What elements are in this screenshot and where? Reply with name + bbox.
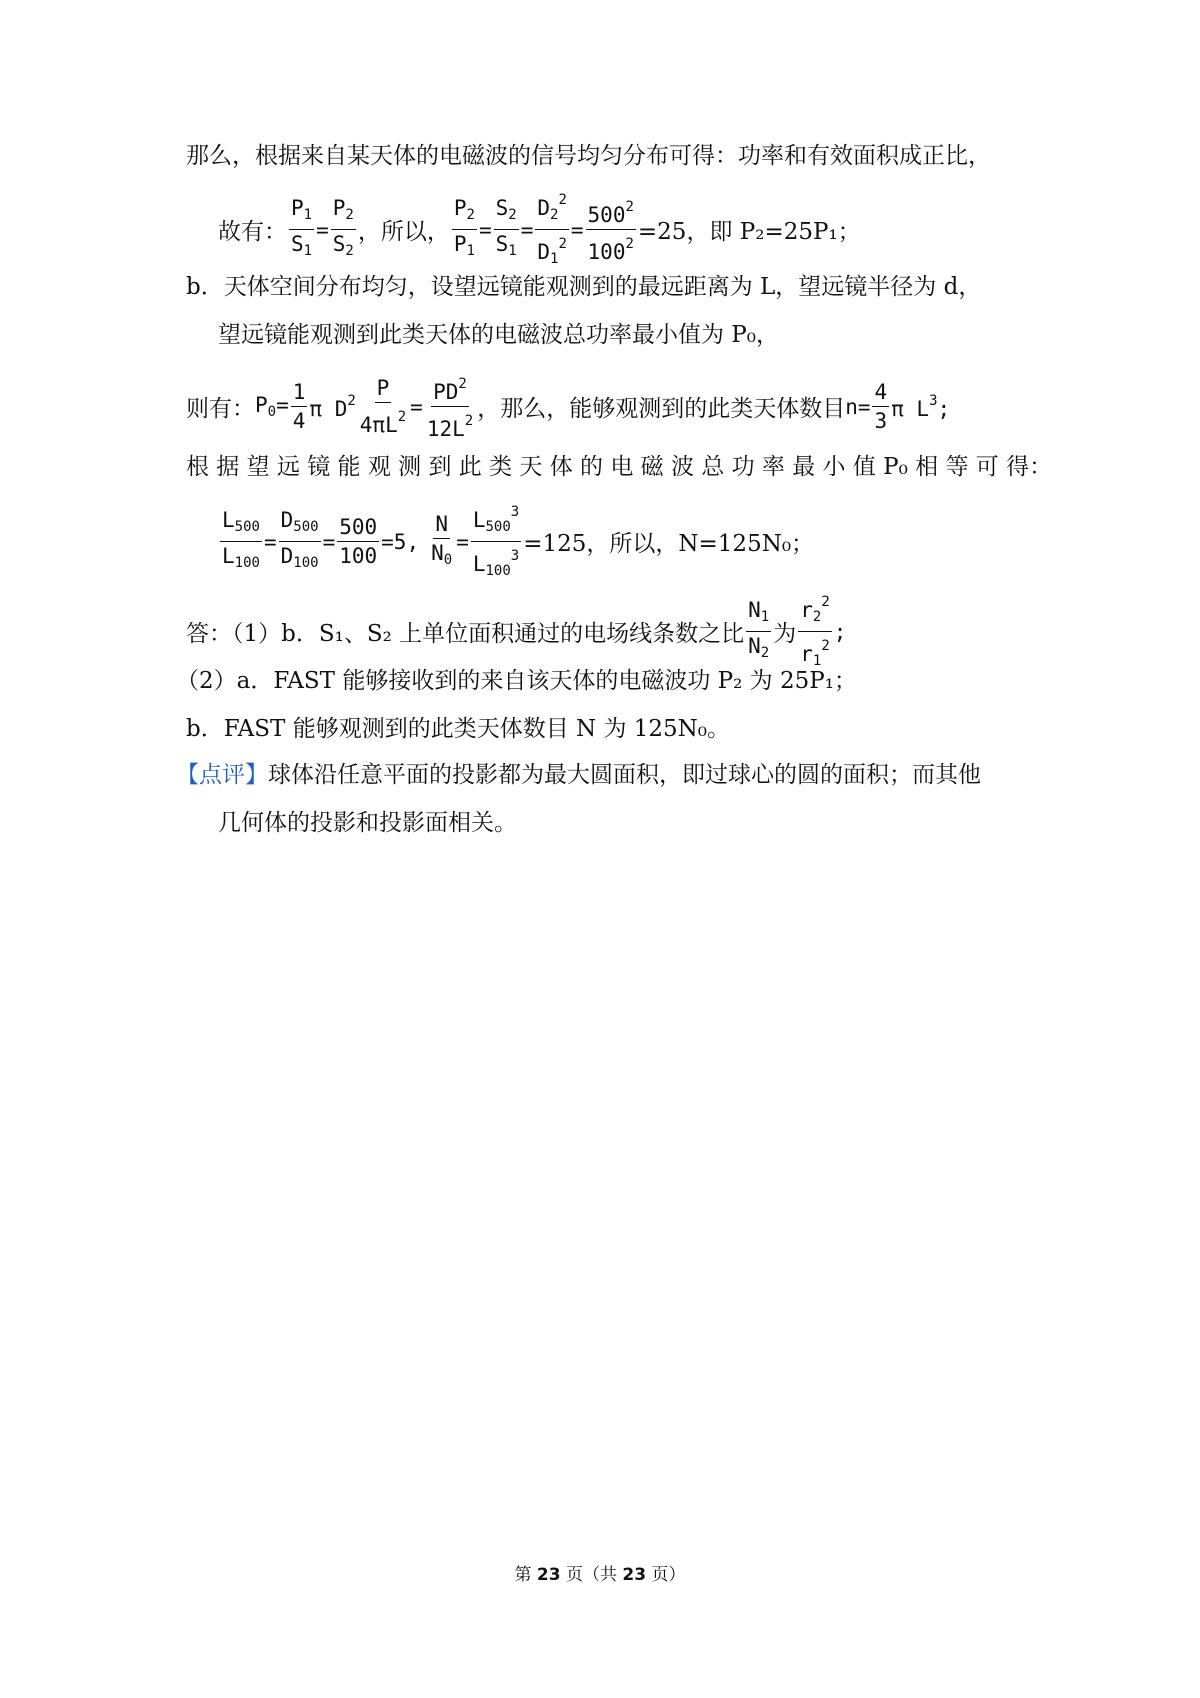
footer-pre: 第	[514, 1565, 532, 1585]
label-wei: 为	[773, 621, 797, 647]
fraction-four-thirds: $\frac{4}{3}$	[874, 380, 888, 433]
fraction-one-quarter: $\frac{1}{4}$	[292, 380, 306, 433]
fraction-s2-s1: $\frac{S_2}{S_1}$	[495, 196, 517, 259]
fraction-p2-p1: $\frac{P_2}{P_1}$	[453, 196, 475, 259]
fraction-500-100: $\frac{500}{100}$	[339, 515, 378, 568]
fraction-pd2-12l2: $\frac{PD^2}{12L^2}$	[425, 372, 475, 441]
fraction-500sq-100sq: $\frac{500^2}{100^2}$	[586, 195, 636, 264]
comment-tag: 【点评】	[176, 762, 268, 788]
label-gu-you: 故有：	[218, 219, 287, 245]
text-line-min-power: 望远镜能观测到此类天体的电磁波总功率最小值为 P₀，	[218, 322, 780, 348]
comment-line-2: 几何体的投影和投影面相关。	[218, 810, 517, 836]
formula-line-power-ratio: 故有： $\frac{P_1}{S_1}$ = $\frac{P_2}{S_2}$ ，所以， $\frac{P_2}{P_1}$ = $\frac{S_2}{S_1}$ = $\frac{D_2^2}{D_1^2}$ = $\frac{500^2}{100^2}$ =25，即 P₂=25P₁；	[218, 188, 861, 271]
fraction-p-4pil2: $\frac{P}{4\pi L^2}$	[359, 376, 407, 437]
fraction-n-n0: $\frac{N}{N_0}$	[431, 511, 453, 568]
label-na-me: ，那么，能够观测到的此类天体数目	[477, 396, 846, 422]
comment-line	[176, 758, 981, 792]
fraction-n1-n2: $\frac{N_1}{N_2}$	[748, 598, 770, 661]
fraction-l500-l100: $\frac{L_{500}}{L_{100}}$	[222, 508, 260, 571]
label-ze-you: 则有：	[186, 396, 255, 422]
result-p2-25p1: =25，即 P₂=25P₁；	[637, 219, 861, 245]
answer-line-1: 答：（1）b．S₁、S₂ 上单位面积通过的电场线条数之比 $\frac{N_1}{N_2}$ 为 $\frac{r_2^2}{r_1^2}$ ;	[186, 590, 846, 673]
comment-text: 球体沿任意平面的投影都为最大圆面积，即过球心的圆的面积；而其他	[268, 762, 981, 788]
fraction-d500-d100: $\frac{D_{500}}{D_{100}}$	[280, 508, 319, 571]
text-line-1: 那么，根据来自某天体的电磁波的信号均匀分布可得：功率和有效面积成正比，	[186, 143, 991, 169]
label-suo-yi: ，所以，	[357, 219, 450, 245]
page-footer	[0, 1560, 1200, 1585]
fraction-l500cube-l100cube: $\frac{L_{500}^3}{L_{100}^3}$	[471, 500, 521, 583]
formula-line-p0: 则有： $P_0=$ $\frac{1}{4}$ π $D^2$ $\frac{P}{4\pi L^2}$ = $\frac{PD^2}{12L^2}$ ，那么，能够观测到的此类天体数目 n= $\frac{4}{3}$ π $L^3$;	[186, 372, 950, 441]
formula-line-l-ratio: $\frac{L_{500}}{L_{100}}$ = $\frac{D_{500}}{D_{100}}$ = $\frac{500}{100}$ =5, $\frac{N}{N_0}$ = $\frac{L_{500}^3}{L_{100}^3}$ =125，所以，N=125N₀；	[218, 500, 814, 583]
text-line-equal-min-power: 根 据 望 远 镜 能 观 测 到 此 类 天 体 的 电 磁 波 总 功 率 最 小 值 P₀ 相 等 可 得：	[186, 454, 1053, 480]
page-total: 23	[622, 1565, 647, 1585]
answer-line-2a: （2）a．FAST 能够接收到的来自该天体的电磁波功 P₂ 为 25P₁；	[176, 668, 857, 694]
fraction-d2sq-d1sq: $\frac{D_2^2}{D_1^2}$	[535, 188, 569, 271]
footer-post: 页）	[651, 1565, 686, 1585]
page-number: 23	[536, 1565, 561, 1585]
footer-mid: 页（共	[566, 1565, 617, 1585]
fraction-p2-s2: $\frac{P_2}{S_2}$	[332, 196, 354, 259]
result-n-125n0: =125，所以，N=125N₀；	[523, 531, 815, 557]
fraction-p1-s1: $\frac{P_1}{S_1}$	[291, 196, 313, 259]
fraction-r2sq-r1sq: $\frac{r_2^2}{r_1^2}$	[798, 590, 832, 673]
answer-1-text: 答：（1）b．S₁、S₂ 上单位面积通过的电场线条数之比	[186, 621, 745, 647]
answer-line-2b: b．FAST 能够观测到的此类天体数目 N 为 125N₀。	[186, 716, 731, 742]
text-line-b-distribution: b．天体空间分布均匀，设望远镜能观测到的最远距离为 L，望远镜半径为 d，	[186, 274, 982, 300]
